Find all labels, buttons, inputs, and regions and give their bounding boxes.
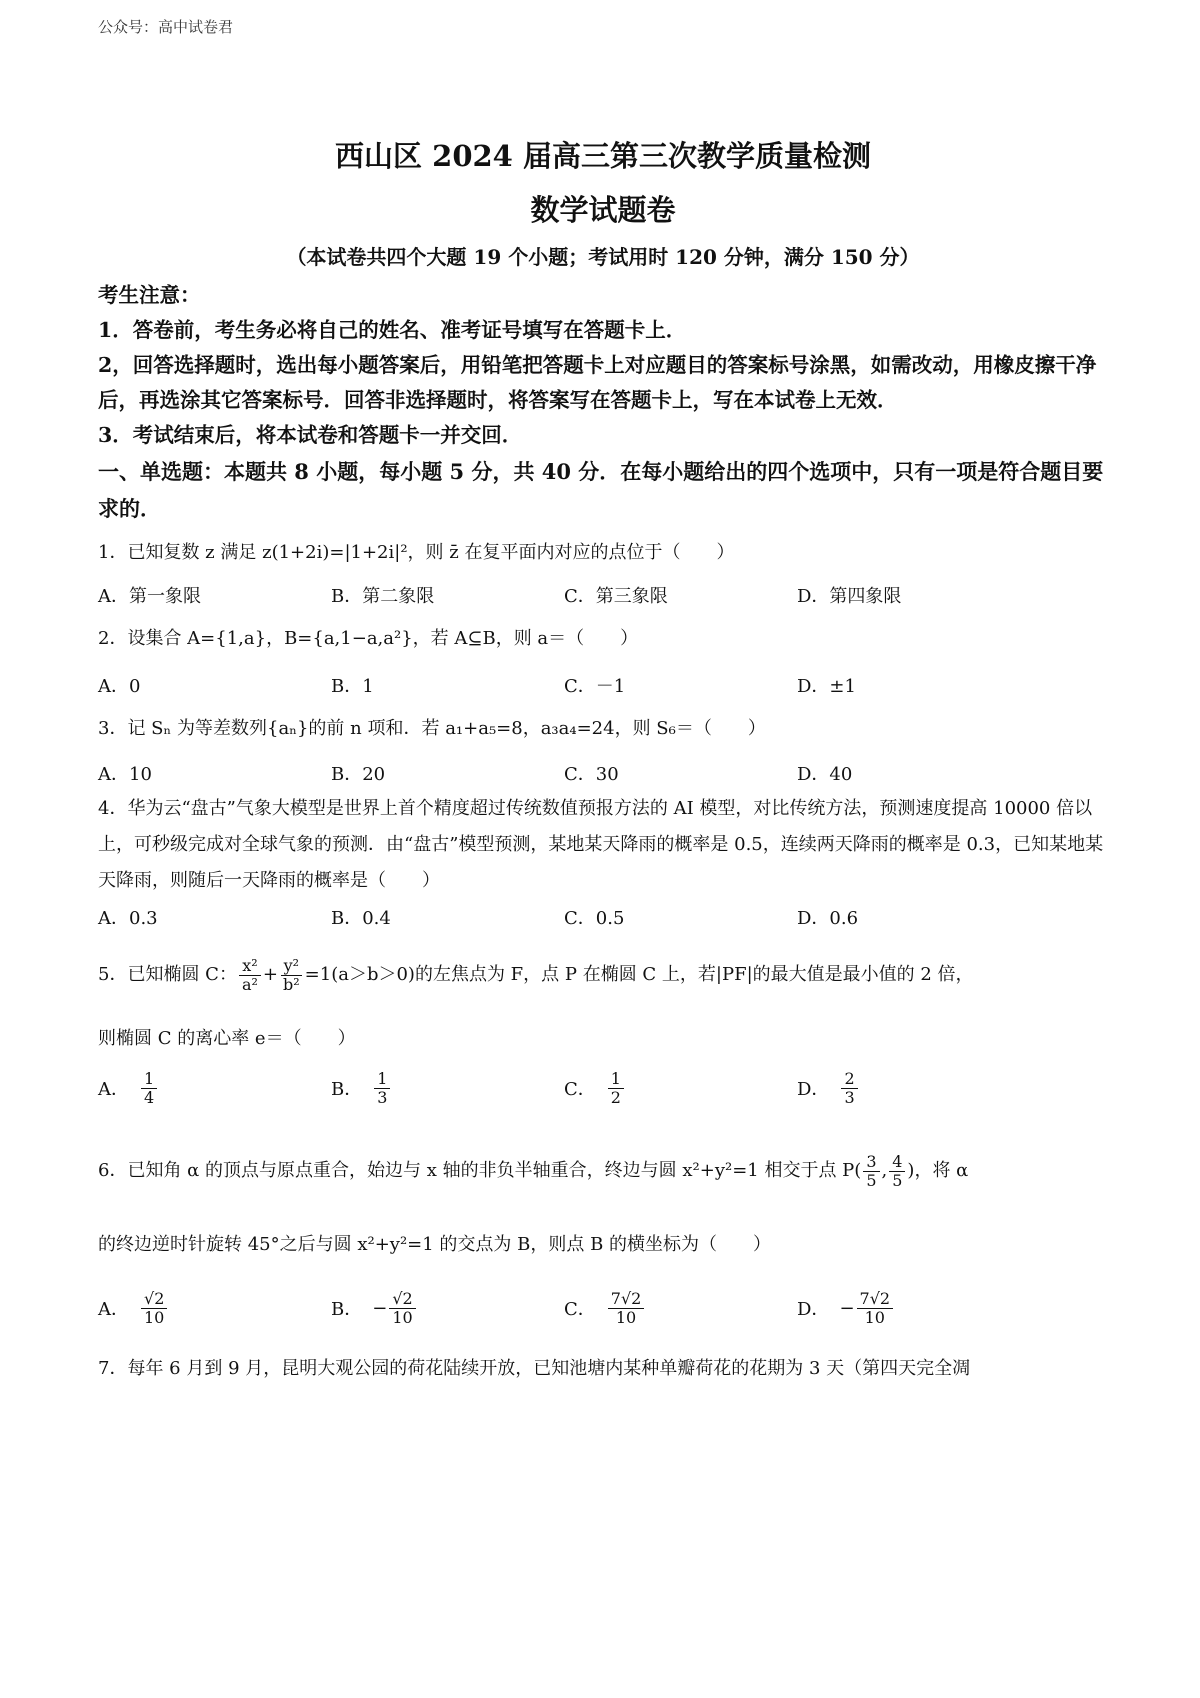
option-fraction (141, 1290, 167, 1327)
option-sign: − (839, 1297, 855, 1319)
fraction-numerator: 3 (863, 1153, 879, 1172)
option-a (98, 1290, 331, 1327)
option-fraction (608, 1070, 624, 1107)
option-a: A．10 (98, 764, 152, 785)
question-2-stem: 2．设集合 A={1,a}，B={a,1−a,a²}，若 A⊆B，则 a＝（ ） (98, 628, 639, 649)
option-b (331, 1290, 564, 1327)
question-6-stem-line2: 的终边逆时针旋转 45°之后与圆 x²+y²=1 的交点为 B，则点 B 的横坐标为（ ） (98, 1234, 772, 1255)
section-heading: 一、单选题：本题共 8 小题，每小题 5 分，共 40 分．在每小题给出的四个选项中，只有一项是符合题目要求的． (98, 459, 1104, 521)
fraction-denominator: 5 (866, 1170, 877, 1190)
question-3-stem: 3．记 Sₙ 为等差数列{aₙ}的前 n 项和．若 a₁+a₅=8，a₃a₄=24，则 S₆＝（ ） (98, 718, 766, 739)
exam-subtitle: （本试卷共四个大题 19 个小题；考试用时 120 分钟，满分 150 分） (286, 245, 920, 269)
q6-stem-start: 6．已知角 α 的顶点与原点重合，始边与 x 轴的非负半轴重合，终边与圆 x²+y²=1 相交于点 P( (98, 1160, 862, 1181)
option-a: A．0 (98, 676, 141, 697)
fraction-denominator: 10 (392, 1307, 413, 1327)
fraction-denominator: b² (283, 974, 300, 994)
option-c (564, 1290, 797, 1327)
option-fraction (841, 1070, 857, 1107)
option-fraction (374, 1070, 390, 1107)
option-label: D． (797, 1299, 830, 1320)
option-c: C．30 (564, 764, 619, 785)
fraction-denominator: 5 (892, 1170, 903, 1190)
option-label: B． (331, 1299, 363, 1320)
question-3-options (98, 755, 1108, 791)
fraction-denominator: 2 (610, 1087, 621, 1107)
fraction-denominator: 4 (144, 1087, 155, 1107)
fraction-numerator: √2 (141, 1290, 167, 1309)
fraction-numerator: 4 (889, 1153, 905, 1172)
option-c: C．0.5 (564, 908, 625, 929)
question-6-options (98, 1277, 1108, 1339)
option-a (98, 1070, 331, 1107)
fraction-numerator: 2 (841, 1070, 857, 1089)
note-item: 2，回答选择题时，选出每小题答案后，用铅笔把答题卡上对应题目的答案标号涂黑，如需改动，用橡皮擦干净后，再选涂其它答案标号．回答非选择题时，将答案写在答题卡上，写在本试卷上无效． (98, 353, 1097, 412)
question-4-stem: 4．华为云“盘古”气象大模型是世界上首个精度超过传统数值预报方法的 AI 模型，对比传统方法，预测速度提高 10000 倍以上，可秒级完成对全球气象的预测．由“盘古”模型预测，某地某天降雨的概率是 0.5，连续两天降雨的概率是 0.3，已知某地某天降雨，则随后一天降雨的概率是（ ） (98, 798, 1104, 891)
q5-fraction-y (280, 957, 303, 994)
question-6-stem (98, 1143, 1108, 1199)
exam-title: 西山区 2024 届高三第三次教学质量检测 (335, 139, 871, 173)
option-b: B．20 (331, 764, 386, 785)
fraction-numerator: 1 (374, 1070, 390, 1089)
option-label: C． (564, 1079, 596, 1100)
option-label: C． (564, 1299, 596, 1320)
exam-subject-title: 数学试题卷 (530, 193, 676, 227)
fraction-numerator: 1 (608, 1070, 624, 1089)
question-5-stem-line2: 则椭圆 C 的离心率 e＝（ ） (98, 1028, 356, 1049)
fraction-numerator: x² (239, 957, 260, 976)
option-fraction (857, 1290, 894, 1327)
fraction-denominator: 3 (844, 1087, 855, 1107)
option-sign: − (372, 1297, 388, 1319)
option-a: A．第一象限 (98, 586, 201, 607)
question-4-options (98, 899, 1108, 935)
question-2-options (98, 667, 1108, 703)
option-d (797, 1070, 1030, 1107)
option-d (797, 1290, 1030, 1327)
option-label: A． (98, 1079, 129, 1100)
q5-stem-rest: =1(a＞b＞0)的左焦点为 F，点 P 在椭圆 C 上，若|PF|的最大值是最小值的 2 倍， (304, 964, 974, 985)
option-d: D．±1 (797, 676, 856, 697)
q6-fraction-3-5 (863, 1153, 879, 1190)
q5-plus: + (262, 964, 278, 985)
exam-page (98, 136, 1108, 1387)
fraction-numerator: 7√2 (608, 1290, 645, 1309)
option-fraction (608, 1290, 645, 1327)
option-d: D．40 (797, 764, 853, 785)
option-b (331, 1070, 564, 1107)
option-c (564, 1070, 797, 1107)
question-1-stem: 1．已知复数 z 满足 z(1+2i)=|1+2i|²，则 z̄ 在复平面内对应的点位于（ ） (98, 542, 735, 563)
fraction-denominator: 10 (864, 1307, 885, 1327)
note-item: 3．考试结束后，将本试卷和答题卡一并交回． (98, 423, 523, 447)
question-5-stem (98, 947, 1108, 1003)
option-d: D．0.6 (797, 908, 859, 929)
fraction-denominator: 3 (377, 1087, 388, 1107)
q5-fraction-x (239, 957, 261, 994)
option-fraction (389, 1290, 415, 1327)
watermark: 公众号：高中试卷君 (98, 18, 234, 36)
fraction-numerator: 7√2 (857, 1290, 894, 1309)
fraction-denominator: a² (241, 974, 258, 994)
fraction-numerator: √2 (389, 1290, 415, 1309)
fraction-denominator: 10 (615, 1307, 637, 1327)
q5-stem-start: 5．已知椭圆 C： (98, 964, 237, 985)
option-b: B．1 (331, 676, 374, 697)
question-1-options (98, 577, 1108, 613)
fraction-numerator: 1 (141, 1070, 157, 1089)
q6-fraction-4-5 (889, 1153, 905, 1190)
option-b: B．0.4 (331, 908, 391, 929)
option-fraction (141, 1070, 157, 1107)
option-label: B． (331, 1079, 363, 1100)
exam-notes (98, 278, 1108, 453)
option-label: A． (98, 1299, 129, 1320)
q6-stem-rest: )，将 α (907, 1160, 969, 1181)
notes-heading: 考生注意： (98, 283, 201, 307)
q6-comma: , (881, 1160, 888, 1181)
option-c: C．第三象限 (564, 586, 668, 607)
fraction-denominator: 10 (144, 1307, 165, 1327)
question-5-options (98, 1057, 1108, 1119)
note-item: 1．答卷前，考生务必将自己的姓名、准考证号填写在答题卡上． (98, 318, 687, 342)
fraction-numerator: y² (281, 957, 302, 976)
option-b: B．第二象限 (331, 586, 435, 607)
option-label: D． (797, 1079, 830, 1100)
question-7-stem: 7．每年 6 月到 9 月，昆明大观公园的荷花陆续开放，已知池塘内某种单瓣荷花的花期为 3 天（第四天完全凋 (98, 1358, 971, 1379)
option-c: C．－1 (564, 676, 626, 697)
option-a: A．0.3 (98, 908, 158, 929)
option-d: D．第四象限 (797, 586, 902, 607)
